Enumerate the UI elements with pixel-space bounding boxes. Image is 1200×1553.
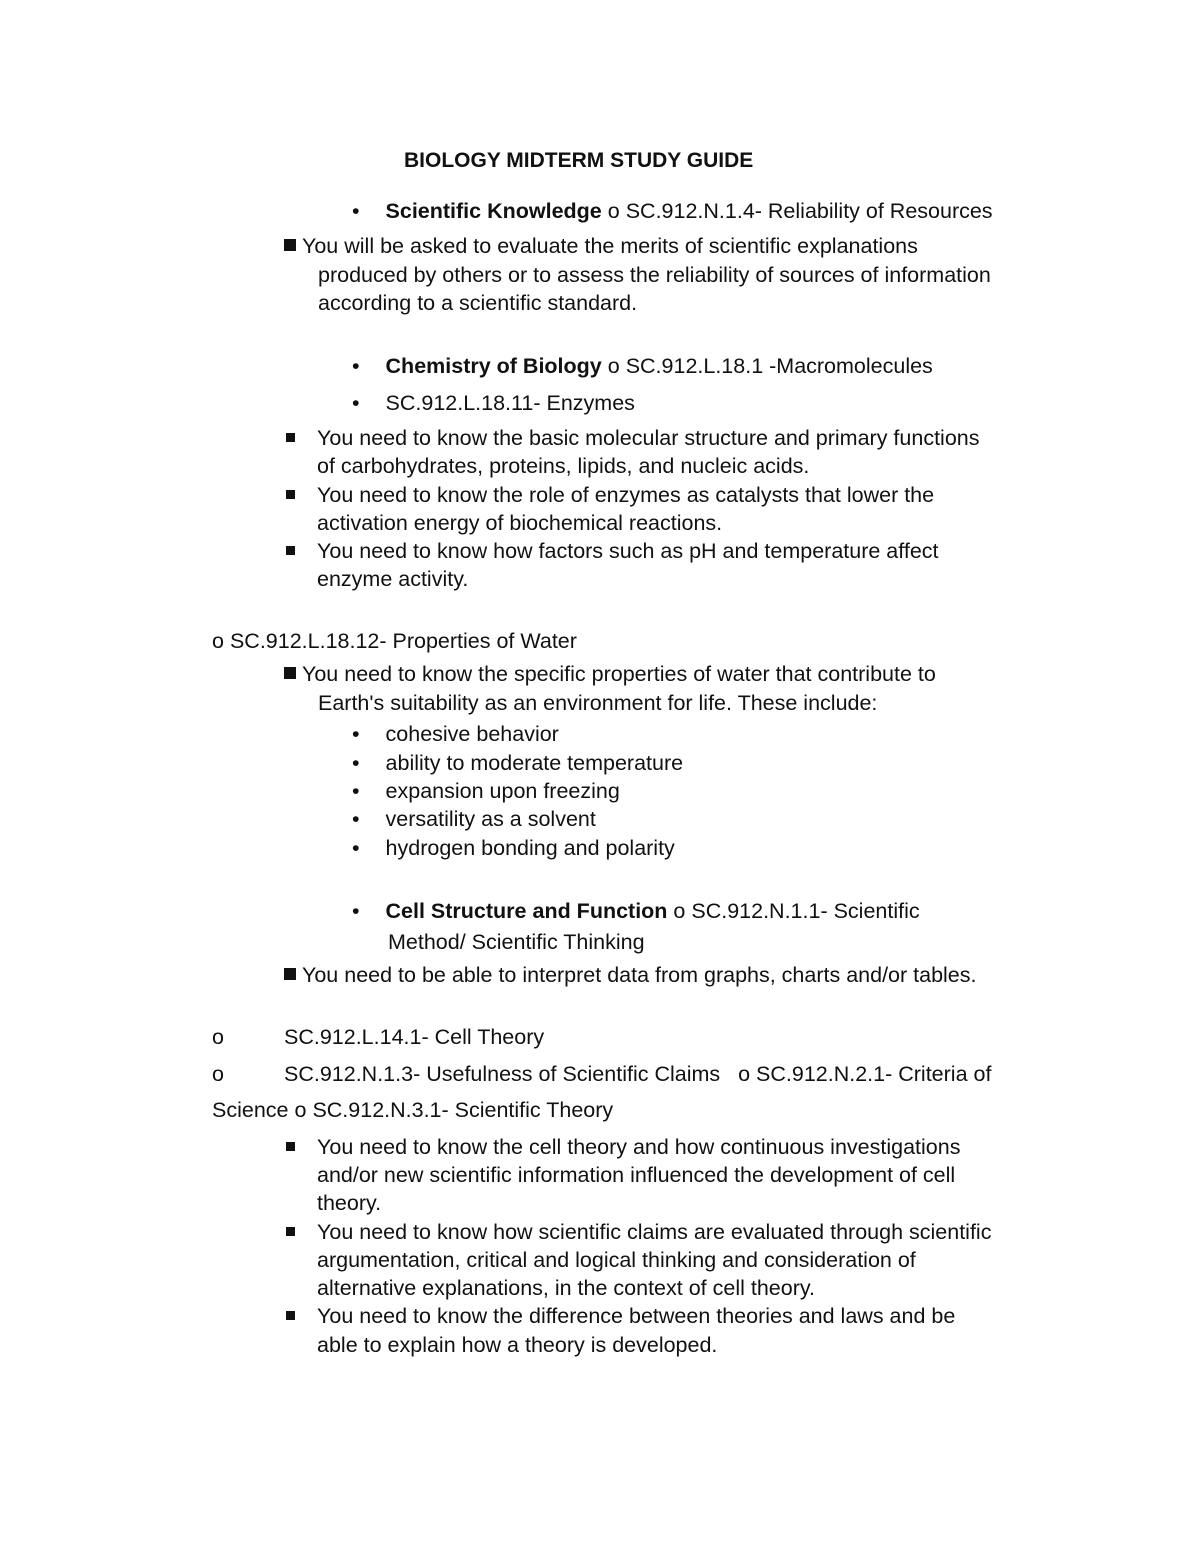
desc-line: You will be asked to evaluate the merits of scientific explanations: [284, 236, 918, 258]
page-title: BIOLOGY MIDTERM STUDY GUIDE: [404, 149, 754, 172]
list-item: • ability to moderate temperature: [352, 751, 684, 775]
standard-line: SC.912.L.14.1- Cell Theory: [284, 1025, 545, 1049]
desc-line: according to a scientific standard.: [318, 291, 638, 315]
section-scientific-knowledge: [352, 201, 993, 223]
desc-line: theory.: [317, 1191, 382, 1215]
standard-line: SC.912.N.1.3- Usefulness of Scientific Claims o SC.912.N.2.1- Criteria of: [284, 1062, 992, 1086]
square-bullet-icon: [286, 1227, 295, 1236]
standard-line: o SC.912.L.18.12- Properties of Water: [212, 629, 577, 653]
desc-line: You need to know the role of enzymes as catalysts that lower the: [317, 483, 935, 507]
section-cell-structure: [352, 901, 920, 923]
desc-line: produced by others or to assess the reliability of sources of information: [318, 263, 991, 287]
bullet: •: [352, 354, 360, 378]
section-chemistry-of-biology: [352, 356, 933, 378]
desc-line: Earth's suitability as an environment for life. These include:: [318, 691, 878, 715]
o-marker: o: [607, 199, 620, 223]
desc-line: activation energy of biochemical reactions.: [317, 511, 723, 535]
section-heading: Cell Structure and Function: [385, 899, 668, 923]
o-marker: o: [212, 1025, 224, 1049]
square-bullet-icon: [284, 667, 296, 679]
standard-line: Method/ Scientific Thinking: [388, 930, 645, 954]
list-item: • versatility as a solvent: [352, 807, 596, 831]
list-item: • hydrogen bonding and polarity: [352, 836, 675, 860]
square-bullet-icon: [286, 433, 295, 442]
o-marker: o: [738, 1062, 751, 1086]
standard-line: • SC.912.L.18.11- Enzymes: [352, 391, 635, 415]
desc-line: You need to know the basic molecular structure and primary functions: [317, 426, 980, 450]
desc-line: You need to know the cell theory and how continuous investigations: [317, 1135, 961, 1159]
square-bullet-icon: [286, 1311, 295, 1320]
desc-line: of carbohydrates, proteins, lipids, and nucleic acids.: [317, 454, 810, 478]
desc-line: and/or new scientific information influenced the development of cell: [317, 1163, 956, 1187]
bullet: •: [352, 199, 360, 223]
o-marker: o: [673, 899, 686, 923]
o-marker: o: [294, 1098, 307, 1122]
bullet: •: [352, 391, 360, 415]
square-bullet-icon: [284, 968, 296, 980]
list-item: [286, 485, 295, 507]
section-heading: Chemistry of Biology: [385, 354, 602, 378]
list-item: [286, 1137, 295, 1159]
square-bullet-icon: [284, 239, 296, 251]
desc-line: alternative explanations, in the context of cell theory.: [317, 1276, 815, 1300]
standard-text: SC.912.L.18.1 -Macromolecules: [625, 354, 933, 378]
square-bullet-icon: [286, 490, 295, 499]
desc-line: able to explain how a theory is developed.: [317, 1333, 718, 1357]
o-marker: o: [212, 629, 224, 653]
standard-line: Science o SC.912.N.3.1- Scientific Theory: [212, 1098, 614, 1122]
list-item: [286, 1222, 295, 1244]
desc-line: You need to know the specific properties of water that contribute to: [284, 664, 936, 686]
section-heading: Scientific Knowledge: [385, 199, 602, 223]
list-item: • cohesive behavior: [352, 722, 559, 746]
desc-line: You need to know how factors such as pH and temperature affect: [317, 539, 939, 563]
bullet: •: [352, 899, 360, 923]
desc-line: enzyme activity.: [317, 567, 469, 591]
list-item: [286, 1306, 295, 1328]
square-bullet-icon: [286, 1142, 295, 1151]
list-item: [286, 541, 295, 563]
standard-text: SC.912.N.1.4- Reliability of Resources: [625, 199, 993, 223]
desc-line: You need to know the difference between theories and laws and be: [317, 1304, 956, 1328]
o-marker: o: [212, 1062, 224, 1086]
desc-line: You need to be able to interpret data from graphs, charts and/or tables.: [284, 965, 976, 987]
square-bullet-icon: [286, 546, 295, 555]
o-marker: o: [607, 354, 620, 378]
desc-line: argumentation, critical and logical thinking and consideration of: [317, 1248, 916, 1272]
list-item: • expansion upon freezing: [352, 779, 620, 803]
standard-text: SC.912.N.1.1- Scientific: [691, 899, 920, 923]
list-item: [286, 428, 295, 450]
desc-line: You need to know how scientific claims are evaluated through scientific: [317, 1220, 992, 1244]
